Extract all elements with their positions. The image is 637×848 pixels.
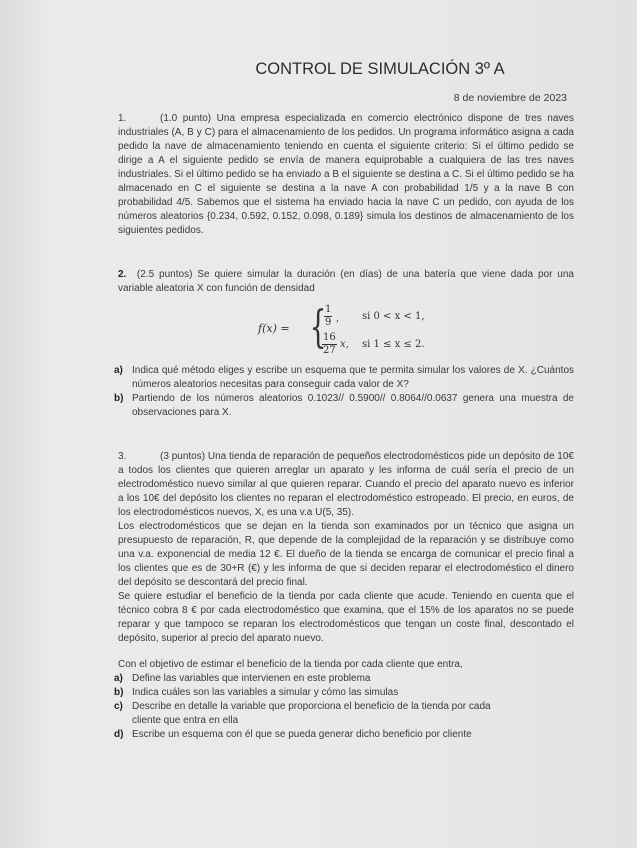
density-formula [258, 302, 498, 358]
question-3-paragraph-2: Los electrodomésticos que se dejan en la tienda son examinados por un técnico que asigna un presupuesto de reparación, R, que depende de la complejidad de la reparación y se distribuye como una v.a. exponencial de media 12 €. El dueño de la tienda se encarga de comunicar el precio final a los clientes que es de 30+R (€) y les informa de que si deciden reparar el electrodoméstico el dinero del depósito se descontará del precio final. [118, 521, 574, 588]
question-1 [118, 112, 574, 238]
question-2-item-b: b) Partiendo de los números aleatorios 0.1023// 0.5900// 0.8064//0.0637 genera una muestra de observaciones para X. [114, 393, 574, 418]
question-3: 3. (3 puntos) Una tienda de reparación de pequeños electrodomésticos pide un depósito de 10€ a todos los clientes que quieren arreglar un aparato y les informa de cuál sería el precio de un electrodoméstico nuevo similar al que quieren reparar. Cuando el precio del aparato nuevo es inferior a los 10€ del depósito los clientes no reparan el electrodoméstico estropeado. El precio, en euros, de los electrodomésticos nuevos, X, es una v.a U(5, 35). [118, 451, 574, 518]
question-3-intro: Con el objetivo de estimar el beneficio de la tienda por cada cliente que entra, [118, 659, 463, 670]
question-3-item-d: d) Escribe un esquema con él que se pueda generar dicho beneficio por cliente [114, 729, 472, 740]
question-2 [118, 268, 574, 296]
formula-lhs: f(x) = [258, 322, 290, 335]
question-3-paragraph-3: Se quiere estudiar el beneficio de la tienda por cada cliente que acude. Teniendo en cuenta que el técnico cobra 8 € por cada electrodoméstico que examina, que el 15% de los aparatos no se puede reparar y que tampoco se reparan los electrodomésticos que tengan un coste final, descontado el depósito, superior al precio del aparato nuevo. [118, 591, 574, 644]
question-number: 2. [118, 269, 127, 280]
question-3-items [114, 672, 574, 742]
question-text: (2.5 puntos) Se quiere simular la duración (en días) de una batería que viene dada por una variable aleatoria X con función de densidad [118, 269, 574, 294]
question-text: (1.0 punto) Una empresa especializada en comercio electrónico dispone de tres naves industriales (A, B y C) para el almacenamiento de los pedidos. Un programa informático asigna a cada pedido la nave de almacenamiento teniendo en cuenta el siguiente criterio: Si el último pedido se dirige a A el siguiente pedido se envía de manera equiprobable a cualquiera de las tres naves industriales. Si el último pedido se ha enviado a B el siguiente se destina a C. Si el último pedido se ha almacenado en C el siguiente se destina a la nave A con probabilidad 1/5 y a la nave B con probabilidad 4/5. Sabemos que el sistema ha enviado hacia la nave C un pedido, con ayuda de los números aleatorios {0.234, 0.592, 0.152, 0.098, 0.189} simula los destinos de almacenamiento de los siguientes pedidos. [118, 113, 574, 236]
fraction-1-9: $\frac{1}{9}$ [325, 304, 332, 328]
question-3-item-b: b) Indica cuáles son las variables a simular y cómo las simulas [114, 687, 399, 698]
case-1-condition: si 0 < x < 1, [362, 311, 425, 322]
exam-date: 8 de noviembre de 2023 [453, 92, 567, 104]
question-3-item-c: c) Describe en detalle la variable que proporciona el beneficio de la tienda por cada cliente que entra en ella [114, 701, 491, 726]
case-2-suffix: x, [340, 339, 349, 350]
formula-brace: { [309, 302, 327, 353]
page-title: CONTROL DE SIMULACIÓN 3º A [255, 60, 505, 78]
fraction-16-27: $\frac{16}{27}$ [323, 332, 336, 356]
case-1-suffix: , [336, 313, 340, 324]
question-number: 1. [118, 113, 127, 124]
question-2-item-a: a) Indica qué método eliges y escribe un esquema que te permita simular los valores de X. ¿Cuántos números aleatorios necesitas para conseguir cada valor de X? [114, 365, 574, 390]
question-3-item-a: a) Define las variables que intervienen en este problema [114, 673, 371, 684]
question-number: 3. [118, 451, 127, 462]
case-2-condition: si 1 ≤ x ≤ 2. [362, 339, 425, 350]
exam-body [114, 112, 574, 742]
